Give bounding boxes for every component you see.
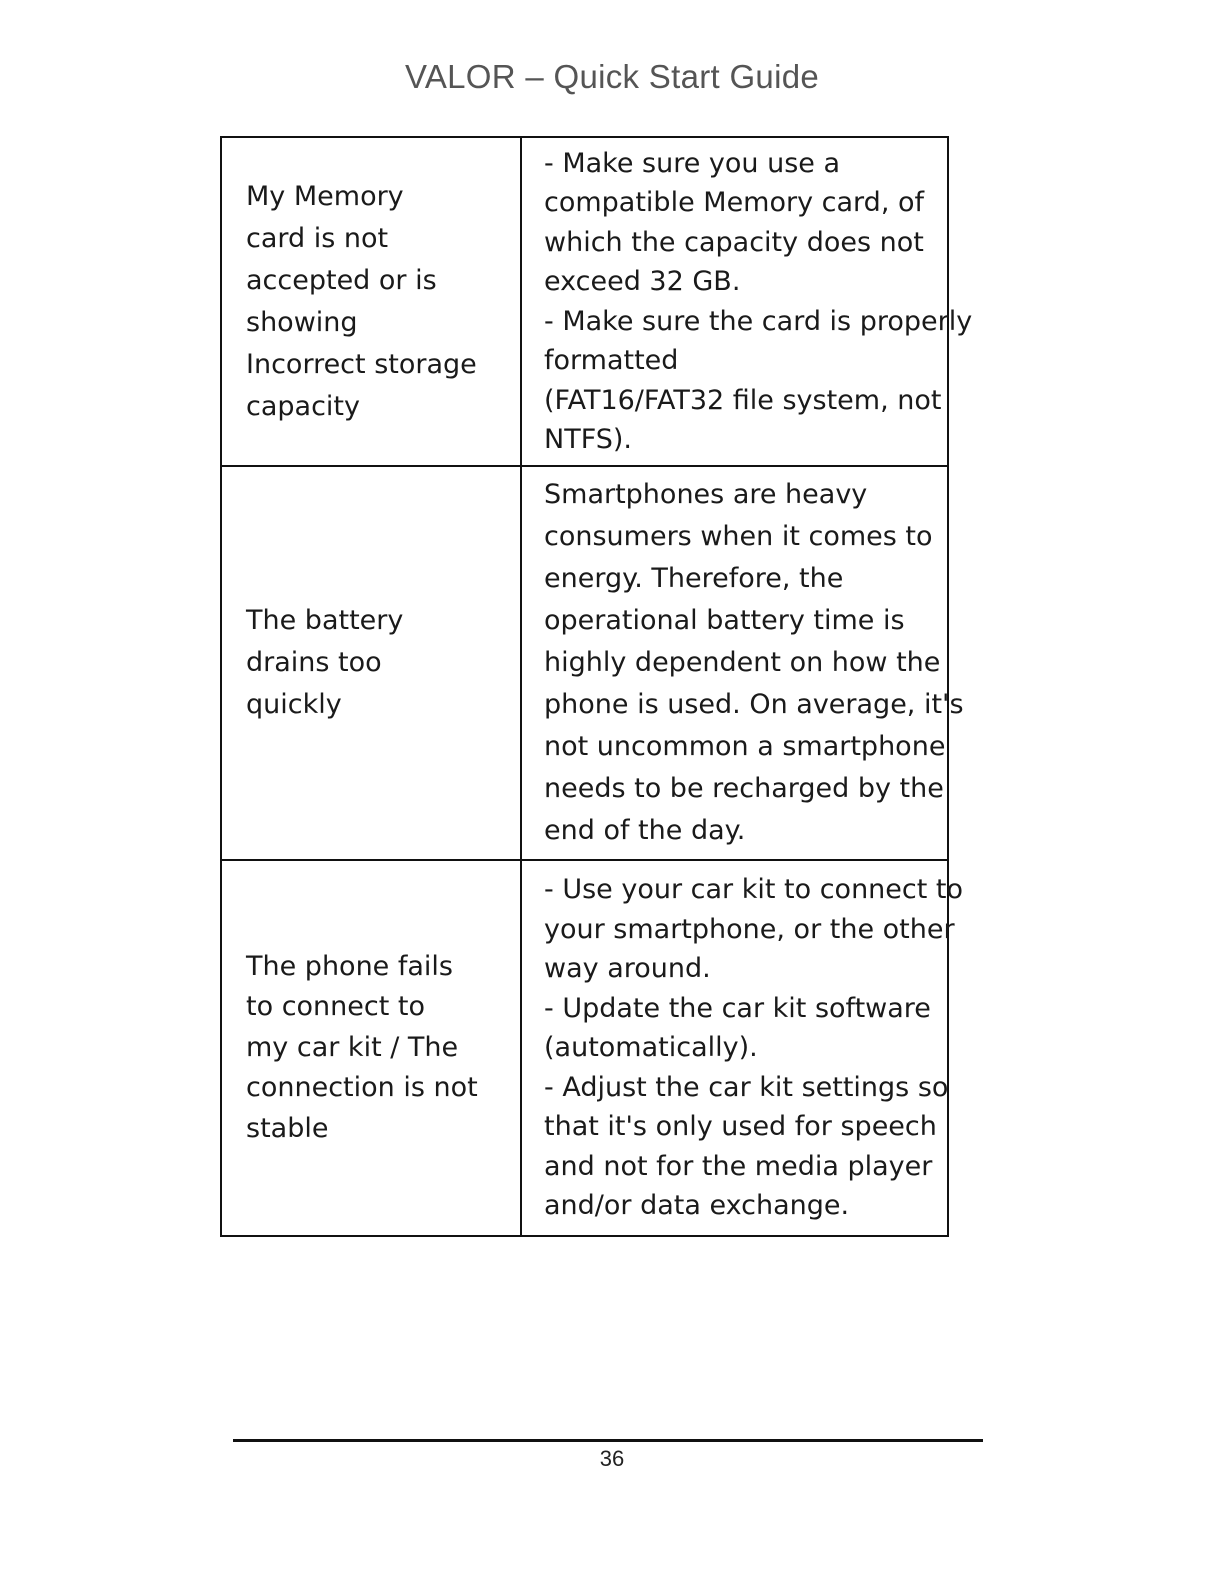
solution-line: phone is used. On average, it's [544, 689, 964, 720]
solution-line: your smartphone, or the other [544, 913, 955, 945]
solution-line: not uncommon a smartphone [544, 731, 946, 762]
solution-line: (automatically). [544, 1032, 758, 1064]
page-title: VALOR – Quick Start Guide [404, 58, 820, 95]
solution-line: - Adjust the car kit settings so [544, 1071, 949, 1103]
problem-line: stable [246, 1112, 329, 1144]
solution-line: (FAT16/FAT32 file system, not [544, 384, 942, 416]
solution-line: - Update the car kit software [544, 992, 931, 1024]
solution-line: - Make sure you use a [544, 147, 841, 179]
solution-line: operational battery time is [544, 605, 905, 636]
problem-line: accepted or is [246, 264, 437, 296]
solution-line: exceed 32 GB. [544, 266, 741, 297]
solution-cell [521, 466, 964, 860]
solution-line: needs to be recharged by the [544, 773, 944, 804]
footer-divider [233, 1439, 983, 1442]
problem-line: My Memory [246, 180, 404, 212]
table-row [221, 860, 948, 1236]
solution-cell [521, 860, 964, 1236]
solution-line: formatted [544, 345, 679, 376]
table-row [221, 137, 948, 466]
page-number: 36 [599, 1446, 625, 1471]
table-row [221, 466, 948, 860]
problem-line: The phone fails [246, 950, 453, 982]
solution-line: Smartphones are heavy [544, 479, 868, 510]
problem-line: capacity [246, 390, 360, 422]
solution-cell [521, 137, 973, 466]
problem-line: card is not [246, 222, 389, 254]
problem-cell [221, 860, 521, 1236]
problem-line: The battery [246, 605, 404, 636]
troubleshooting-table [220, 136, 973, 1237]
problem-line: drains too [246, 647, 382, 678]
solution-line: compatible Memory card, of [544, 187, 925, 218]
solution-line: energy. Therefore, the [544, 563, 844, 594]
solution-line: that it's only used for speech [544, 1111, 937, 1143]
problem-cell [221, 137, 521, 466]
solution-line: - Make sure the card is properly [544, 305, 973, 337]
solution-line: end of the day. [544, 815, 746, 846]
solution-line: - Use your car kit to connect to [544, 874, 964, 906]
solution-line: and/or data exchange. [544, 1190, 850, 1222]
problem-line: Incorrect storage [246, 348, 477, 380]
solution-line: NTFS). [544, 424, 633, 455]
problem-cell [221, 466, 521, 860]
solution-line: and not for the media player [544, 1150, 933, 1182]
problem-line: to connect to [246, 991, 426, 1023]
solution-line: way around. [544, 953, 711, 985]
problem-line: my car kit / The [246, 1031, 459, 1063]
problem-line: quickly [246, 689, 342, 720]
solution-line: highly dependent on how the [544, 647, 941, 678]
solution-line: consumers when it comes to [544, 521, 933, 552]
problem-line: showing [246, 306, 358, 338]
problem-line: connection is not [246, 1072, 478, 1104]
solution-line: which the capacity does not [544, 226, 924, 258]
